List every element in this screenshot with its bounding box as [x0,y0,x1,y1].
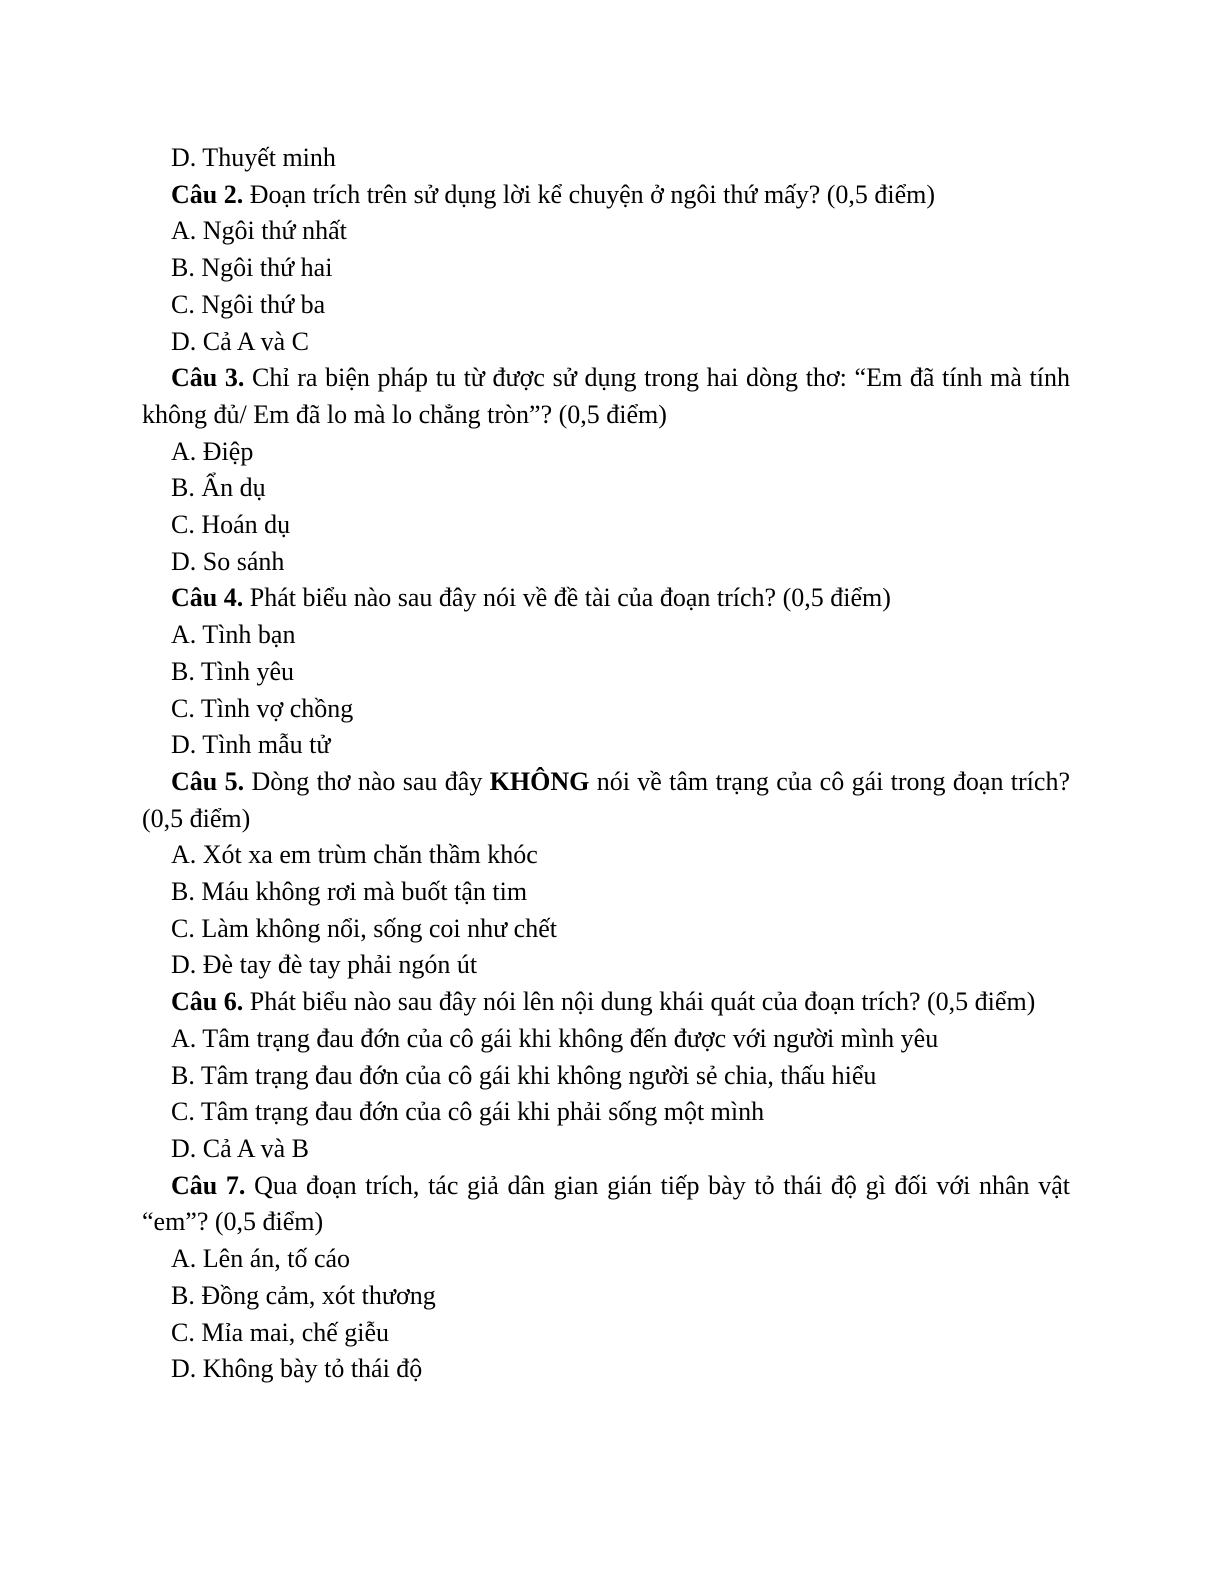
question-5-option-c: C. Làm không nổi, sống coi như chết [171,913,557,943]
question-4-label: Câu 4. [171,583,244,613]
question-3-label: Câu 3. [171,363,245,393]
question-5-option-a: A. Xót xa em trùm chăn thầm khóc [171,840,538,870]
question-6-label: Câu 6. [171,987,244,1017]
question-4 [142,580,1070,617]
question-7-option-b: B. Đồng cảm, xót thương [171,1280,436,1310]
question-3-option-d: D. So sánh [171,546,285,576]
question-6-text: Phát biểu nào sau đây nói lên nội dung khái quát của đoạn trích? (0,5 điểm) [243,987,1036,1017]
question-6-option-d: D. Cả A và B [171,1133,309,1163]
question-6-option-c: C. Tâm trạng đau đớn của cô gái khi phải sống một mình [171,1097,765,1127]
question-5-text-after: nói về tâm trạng của cô gái trong đoạn trích? (0,5 điểm) [142,766,1070,833]
question-2-label: Câu 2. [171,179,244,209]
question-7-option-d: D. Không bày tỏ thái độ [171,1354,423,1384]
question-2-option-c: C. Ngôi thứ ba [171,289,326,319]
question-7-option-c: C. Mỉa mai, chế giễu [171,1317,390,1347]
question-5 [142,764,1070,837]
question-2-option-b: B. Ngôi thứ hai [171,253,333,283]
question-6-option-a: A. Tâm trạng đau đớn của cô gái khi không đến được với người mình yêu [171,1023,939,1053]
question-5-label: Câu 5. [171,766,245,796]
document-page [142,140,1070,1388]
q1-option-d: D. Thuyết minh [171,143,336,172]
question-6-option-b: B. Tâm trạng đau đớn của cô gái khi không người sẻ chia, thấu hiểu [171,1060,877,1090]
question-5-text-before: Dòng thơ nào sau đây [244,766,490,796]
question-4-text: Phát biểu nào sau đây nói về đề tài của đoạn trích? (0,5 điểm) [243,583,891,613]
question-7-text: Qua đoạn trích, tác giả dân gian gián tiếp bày tỏ thái độ gì đối với nhân vật “em”? (0,5 điểm) [142,1170,1070,1237]
question-3 [142,360,1070,433]
question-3-option-c: C. Hoán dụ [171,510,291,540]
question-7-option-a: A. Lên án, tố cáo [171,1244,351,1274]
question-3-option-b: B. Ẩn dụ [171,473,266,503]
question-3-option-a: A. Điệp [171,436,254,466]
question-2-option-d: D. Cả A và C [171,326,309,356]
question-7 [142,1168,1070,1241]
question-3-text: Chỉ ra biện pháp tu từ được sử dụng trong hai dòng thơ: “Em đã tính mà tính không đủ/ Em đã lo mà lo chẳng tròn”? (0,5 điểm) [142,363,1070,429]
question-5-emphasis: KHÔNG [489,766,590,796]
question-4-option-b: B. Tình yêu [171,656,295,686]
question-4-option-c: C. Tình vợ chồng [171,693,354,723]
question-7-label: Câu 7. [171,1170,246,1200]
question-2 [142,177,1070,214]
question-5-option-d: D. Đè tay đè tay phải ngón út [171,950,478,980]
question-5-option-b: B. Máu không rơi mà buốt tận tim [171,877,528,907]
question-6 [142,984,1070,1021]
question-4-option-a: A. Tình bạn [171,620,296,650]
question-2-text: Đoạn trích trên sử dụng lời kể chuyện ở ngôi thứ mấy? (0,5 điểm) [243,179,936,209]
question-4-option-d: D. Tình mẫu tử [171,730,331,760]
question-2-option-a: A. Ngôi thứ nhất [171,216,347,246]
